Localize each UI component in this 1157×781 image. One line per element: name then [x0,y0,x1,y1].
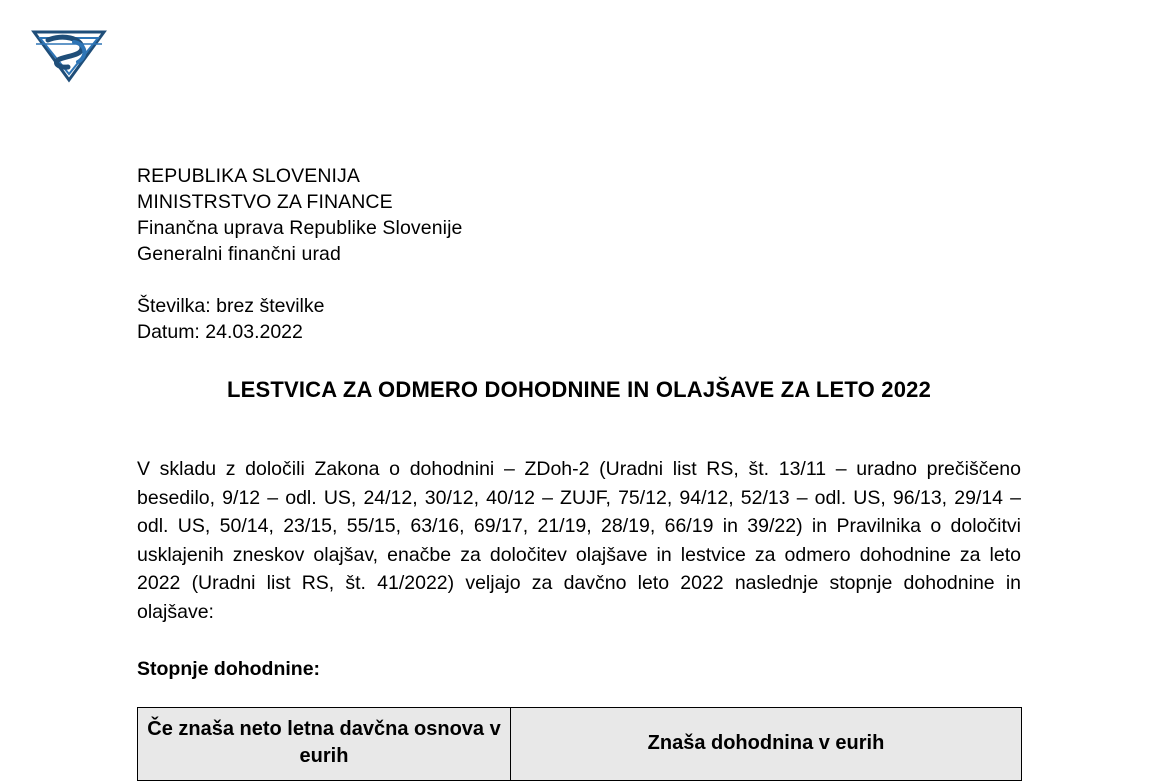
income-tax-rates-table [137,707,1022,781]
organization-block [137,163,1021,267]
document-number: Številka: brez številke [137,295,325,317]
table-header-row [138,708,1022,781]
column-header-tax-amount: Znaša dohodnina v eurih [511,708,1022,781]
document-content [137,163,1021,781]
section-heading-rates: Stopnje dohodnine: [137,658,321,680]
furs-logo [24,22,114,88]
document-meta [137,293,1021,345]
organization-line-2: MINISTRSTVO ZA FINANCE [137,191,393,213]
organization-line-4: Generalni finančni urad [137,243,341,265]
column-header-tax-base: Če znaša neto letna davčna osnova v eurih [138,708,511,781]
organization-line-3: Finančna uprava Republike Slovenije [137,217,463,239]
document-date: Datum: 24.03.2022 [137,321,303,343]
page-title: LESTVICA ZA ODMERO DOHODNINE IN OLAJŠAVE ZA LETO 2022 [226,377,932,402]
organization-line-1: REPUBLIKA SLOVENIJA [137,165,360,187]
intro-paragraph: V skladu z določili Zakona o dohodnini – ZDoh-2 (Uradni list RS, št. 13/11 – uradno prečiščeno besedilo, 9/12 – odl. US, 24/12, 30/12, 40/12 – ZUJF, 75/12, 94/12, 52/13 – odl. US, 96/13, 29/14 – odl. US, 50/14, 23/15, 55/15, 63/16, 69/17, 21/19, 28/19, 66/19 in 39/22) in Pravilnika o določitvi usklajenih zneskov olajšav, enačbe za določitev olajšave in lestvice za odmero dohodnine za leto 2022 (Uradni list RS, št. 41/2022) veljajo za davčno leto 2022 naslednje stopnje dohodnine in olajšave: [137,458,1021,623]
